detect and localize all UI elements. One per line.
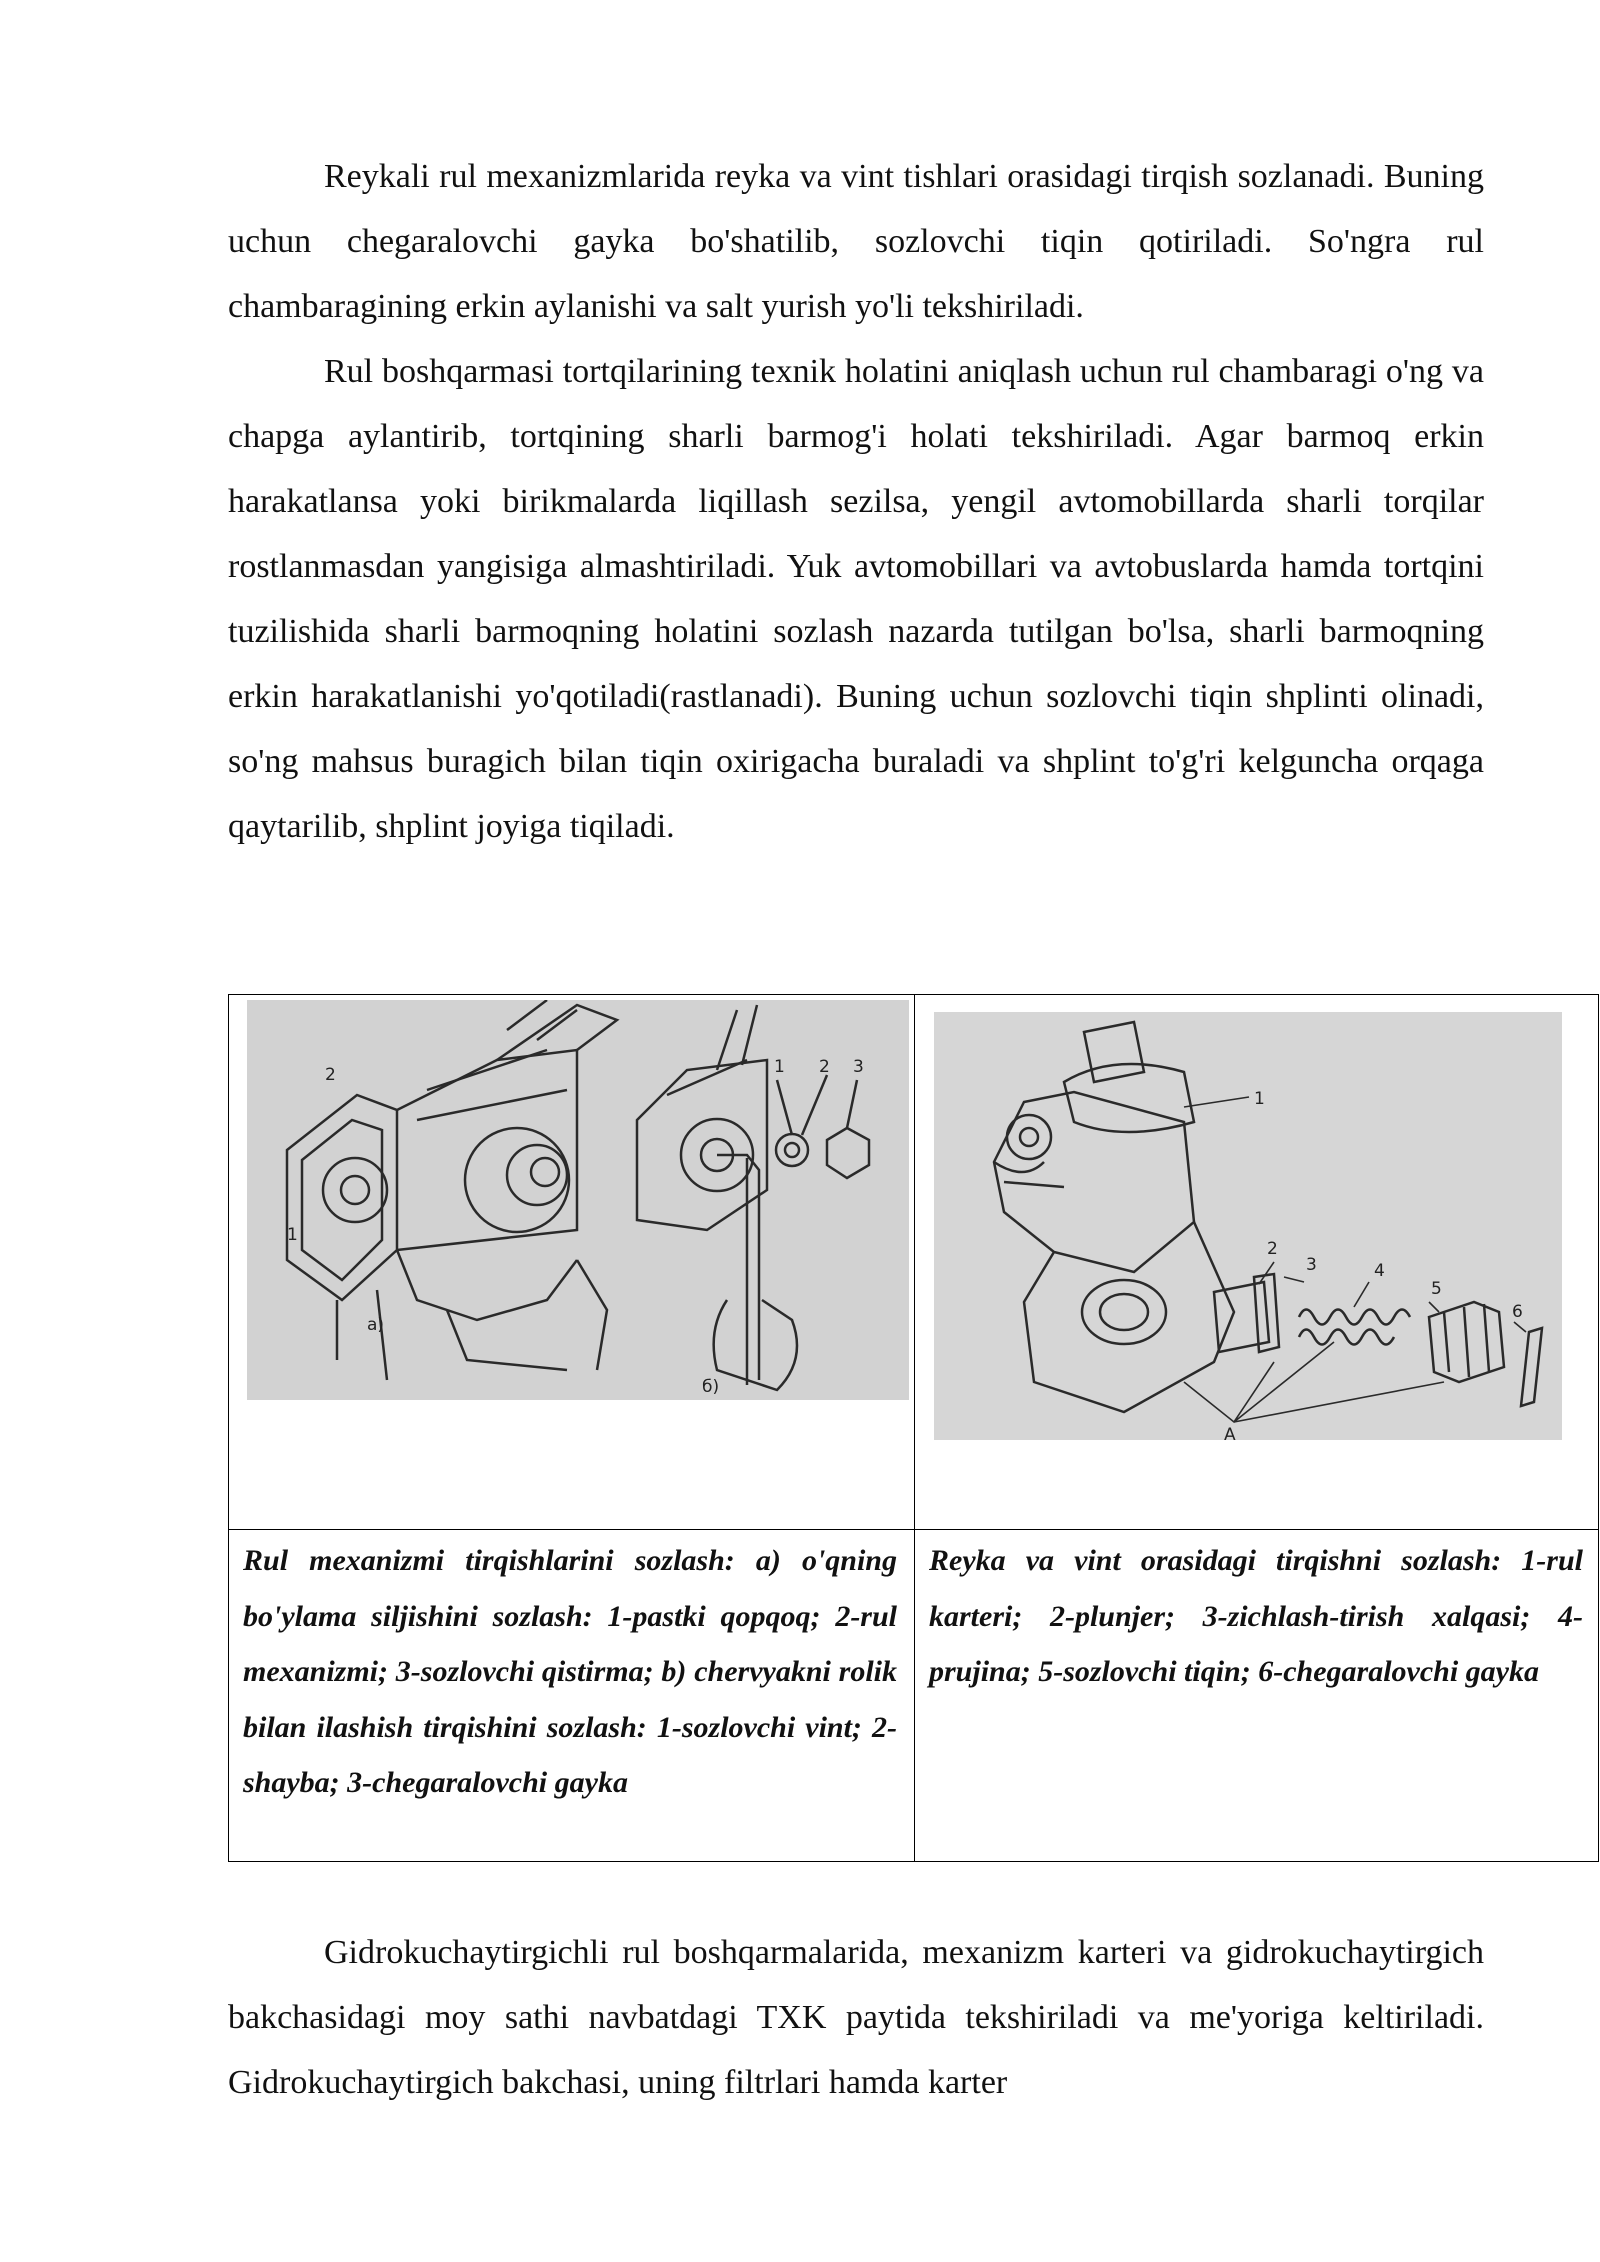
- label-a-1: 1: [287, 1225, 298, 1245]
- label-a: a): [367, 1315, 385, 1335]
- paragraph-tie-rod-check: Rul boshqarmasi tortqilarining texnik holatini aniqlash uchun rul chambaragi o'ng va chapga aylantirib, tortqining sharli barmog'i holati tekshiriladi. Agar barmoq erkin harakatlansa yoki birikmalarda liqillash sezilsa, yengil avtomobillarda sharli torqilar rostlanmasdan yangisiga almashtiriladi. Yuk avtomobillari va avtobuslarda hamda tortqini tuzilishida sharli barmoqning holatini sozlash nazarda tutilgan bo'lsa, sharli barmoqning erkin harakatlanishi yo'qotiladi(rastlanadi). Buning uchun sozlovchi tiqin shplinti olinadi, so'ng mahsus buragich bilan tiqin oxirigacha buraladi va shplint to'g'ri kelguncha orqaga qaytarilib, shplint joyiga tiqiladi.: [228, 353, 1484, 845]
- caption-right: Reyka va vint orasidagi tirqishni sozlash: 1-rul karteri; 2-plunjer; 3-zichlash-tirish xalqasi; 4-prujina; 5-sozlovchi tiqin; 6-chegaralovchi gayka: [929, 1544, 1583, 1688]
- label-A: A: [1224, 1425, 1236, 1440]
- label-3: 3: [1306, 1255, 1317, 1275]
- label-1: 1: [1254, 1089, 1265, 1109]
- label-b-1: 1: [774, 1057, 785, 1077]
- paragraph-rack-adjustment: Reykali rul mexanizmlarida reyka va vint tishlari orasidagi tirqish sozlanadi. Buning uchun chegaralovchi gayka bo'shatilib, sozlovchi tiqin qotiriladi. So'ngra rul chambaragining erkin aylanishi va salt yurish yo'li tekshiriladi.: [228, 158, 1484, 325]
- label-2: 2: [1267, 1239, 1278, 1259]
- label-6: 6: [1512, 1302, 1523, 1322]
- label-5: 5: [1431, 1279, 1442, 1299]
- table-divider-vertical: [914, 995, 915, 1861]
- label-4: 4: [1374, 1261, 1385, 1281]
- label-b-3: 3: [853, 1057, 864, 1077]
- label-b: б): [702, 1377, 720, 1397]
- steering-mechanism-adjustment-illustration: [247, 1000, 909, 1400]
- rack-screw-gap-adjustment-illustration: [934, 1012, 1562, 1440]
- paragraph-hydraulic-booster: Gidrokuchaytirgichli rul boshqarmalarida, mexanizm karteri va gidrokuchaytirgich bakchasidagi moy sathi navbatdagi TXK paytida tekshiriladi va me'yoriga keltiriladi. Gidrokuchaytirgich bakchasi, uning filtrlari hamda karter: [228, 1934, 1484, 2101]
- label-b-2: 2: [819, 1057, 830, 1077]
- table-divider-horizontal: [229, 1529, 1598, 1530]
- caption-left: Rul mexanizmi tirqishlarini sozlash: a) o'qning bo'ylama siljishini sozlash: 1-pastki qopqoq; 2-rul mexanizmi; 3-sozlovchi qistirma; b) chervyakni rolik bilan ilashish tirqishini sozlash: 1-sozlovchi vint; 2-shayba; 3-chegaralovchi gayka: [243, 1544, 897, 1799]
- label-a-2: 2: [325, 1065, 336, 1085]
- figure-table: [228, 994, 1599, 1862]
